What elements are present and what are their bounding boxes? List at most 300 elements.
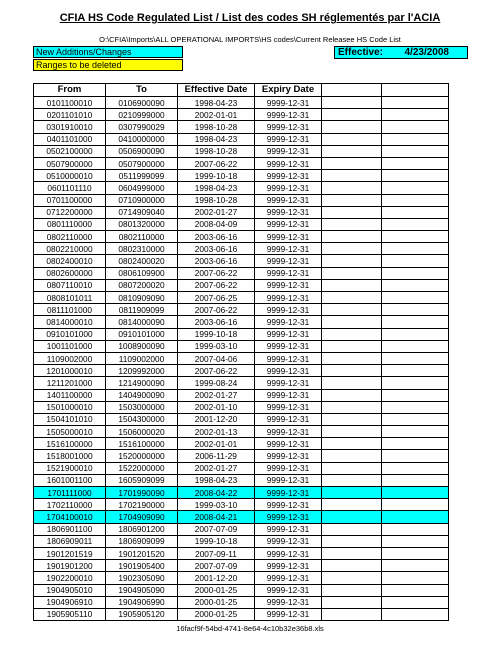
empty-cell — [322, 157, 382, 169]
to-cell: 0714909040 — [106, 206, 178, 218]
empty-cell — [322, 426, 382, 438]
table-body — [34, 97, 449, 621]
empty-cell — [322, 535, 382, 547]
effective-date-cell: 1999-10-18 — [178, 328, 255, 340]
table-row — [34, 194, 449, 206]
to-cell: 1109002000 — [106, 352, 178, 364]
empty-cell — [382, 450, 449, 462]
empty-cell — [322, 499, 382, 511]
table-row — [34, 304, 449, 316]
file-path: O:\CFIA\Imports\ALL OPERATIONAL IMPORTS\HS codes\Current Releasee HS Code List — [99, 35, 401, 44]
from-cell: 1902200010 — [34, 572, 106, 584]
empty-cell — [322, 352, 382, 364]
effective-date-cell: 2007-06-22 — [178, 157, 255, 169]
empty-cell — [382, 194, 449, 206]
from-cell: 0808101011 — [34, 292, 106, 304]
header-from: From — [34, 84, 106, 97]
from-cell: 0802210000 — [34, 243, 106, 255]
to-cell: 0106900090 — [106, 97, 178, 109]
empty-cell — [322, 462, 382, 474]
expiry-date-cell: 9999-12-31 — [255, 279, 322, 291]
from-cell: 0802600000 — [34, 267, 106, 279]
expiry-date-cell: 9999-12-31 — [255, 182, 322, 194]
expiry-date-cell: 9999-12-31 — [255, 145, 322, 157]
from-cell: 1001101000 — [34, 340, 106, 352]
legend-ranges-deleted: Ranges to be deleted — [33, 59, 183, 71]
from-cell: 0510000010 — [34, 170, 106, 182]
expiry-date-cell: 9999-12-31 — [255, 487, 322, 499]
expiry-date-cell: 9999-12-31 — [255, 133, 322, 145]
empty-cell — [322, 316, 382, 328]
from-cell: 1601001100 — [34, 474, 106, 486]
from-cell: 1521900010 — [34, 462, 106, 474]
to-cell: 1214900090 — [106, 377, 178, 389]
empty-cell — [382, 511, 449, 523]
expiry-date-cell: 9999-12-31 — [255, 218, 322, 230]
to-cell: 1905905120 — [106, 608, 178, 620]
from-cell: 0802400010 — [34, 255, 106, 267]
effective-date-cell: 2003-06-16 — [178, 316, 255, 328]
table-row — [34, 352, 449, 364]
table-row — [34, 450, 449, 462]
empty-cell — [322, 560, 382, 572]
expiry-date-cell: 9999-12-31 — [255, 352, 322, 364]
table-row — [34, 109, 449, 121]
empty-cell — [322, 121, 382, 133]
empty-cell — [382, 121, 449, 133]
table-row — [34, 182, 449, 194]
table-row — [34, 292, 449, 304]
to-cell: 0811909099 — [106, 304, 178, 316]
to-cell: 1506000020 — [106, 426, 178, 438]
from-cell: 1109002000 — [34, 352, 106, 364]
to-cell: 0507900000 — [106, 157, 178, 169]
effective-date-cell: 2003-06-16 — [178, 255, 255, 267]
table-row — [34, 316, 449, 328]
expiry-date-cell: 9999-12-31 — [255, 243, 322, 255]
header-to: To — [106, 84, 178, 97]
empty-cell — [322, 218, 382, 230]
from-cell: 1905905110 — [34, 608, 106, 620]
expiry-date-cell: 9999-12-31 — [255, 109, 322, 121]
table-header-row — [34, 84, 449, 97]
from-cell: 1516100000 — [34, 438, 106, 450]
expiry-date-cell: 9999-12-31 — [255, 535, 322, 547]
expiry-date-cell: 9999-12-31 — [255, 97, 322, 109]
expiry-date-cell: 9999-12-31 — [255, 231, 322, 243]
empty-cell — [322, 243, 382, 255]
table-row — [34, 145, 449, 157]
table-row — [34, 170, 449, 182]
from-cell: 1702110000 — [34, 499, 106, 511]
to-cell: 1806909099 — [106, 535, 178, 547]
table-row — [34, 401, 449, 413]
table-row — [34, 462, 449, 474]
empty-cell — [322, 523, 382, 535]
expiry-date-cell: 9999-12-31 — [255, 413, 322, 425]
to-cell: 0210999000 — [106, 109, 178, 121]
table-row — [34, 572, 449, 584]
effective-date-cell: 2000-01-25 — [178, 608, 255, 620]
empty-cell — [382, 560, 449, 572]
from-cell: 0502100000 — [34, 145, 106, 157]
empty-cell — [382, 157, 449, 169]
to-cell: 0307990029 — [106, 121, 178, 133]
to-cell: 1503000000 — [106, 401, 178, 413]
to-cell: 1404900090 — [106, 389, 178, 401]
empty-cell — [382, 523, 449, 535]
empty-cell — [382, 596, 449, 608]
to-cell: 0710900000 — [106, 194, 178, 206]
effective-date-cell: 2003-06-16 — [178, 243, 255, 255]
to-cell: 1901905400 — [106, 560, 178, 572]
header-empty-2 — [382, 84, 449, 97]
effective-date-cell: 2000-01-25 — [178, 596, 255, 608]
table-row — [34, 438, 449, 450]
to-cell: 0806109900 — [106, 267, 178, 279]
empty-cell — [322, 474, 382, 486]
to-cell: 1522000000 — [106, 462, 178, 474]
expiry-date-cell: 9999-12-31 — [255, 206, 322, 218]
table-row — [34, 279, 449, 291]
empty-cell — [382, 182, 449, 194]
effective-date-cell: 1998-10-28 — [178, 194, 255, 206]
empty-cell — [382, 352, 449, 364]
effective-label: Effective: — [338, 47, 384, 58]
empty-cell — [382, 340, 449, 352]
from-cell: 1701111000 — [34, 487, 106, 499]
empty-cell — [382, 413, 449, 425]
table-row — [34, 365, 449, 377]
effective-date-cell: 2006-11-29 — [178, 450, 255, 462]
empty-cell — [322, 487, 382, 499]
expiry-date-cell: 9999-12-31 — [255, 474, 322, 486]
legend-new-additions: New Additions/Changes — [33, 46, 183, 58]
empty-cell — [322, 304, 382, 316]
expiry-date-cell: 9999-12-31 — [255, 584, 322, 596]
empty-cell — [322, 389, 382, 401]
to-cell: 1504300000 — [106, 413, 178, 425]
expiry-date-cell: 9999-12-31 — [255, 596, 322, 608]
empty-cell — [382, 304, 449, 316]
effective-date-cell: 2007-06-22 — [178, 365, 255, 377]
expiry-date-cell: 9999-12-31 — [255, 426, 322, 438]
footer-filename: 16facf9f-54bd-4741-8e64-4c10b32e36b8.xls — [176, 624, 324, 633]
from-cell: 0601101110 — [34, 182, 106, 194]
empty-cell — [382, 474, 449, 486]
from-cell: 1901901200 — [34, 560, 106, 572]
table-row — [34, 499, 449, 511]
empty-cell — [382, 572, 449, 584]
empty-cell — [322, 438, 382, 450]
effective-date-cell: 2008-04-09 — [178, 218, 255, 230]
from-cell: 1201000010 — [34, 365, 106, 377]
to-cell: 1702190000 — [106, 499, 178, 511]
expiry-date-cell: 9999-12-31 — [255, 304, 322, 316]
expiry-date-cell: 9999-12-31 — [255, 340, 322, 352]
empty-cell — [322, 279, 382, 291]
table-row — [34, 474, 449, 486]
to-cell: 0511999099 — [106, 170, 178, 182]
empty-cell — [322, 109, 382, 121]
header-empty-1 — [322, 84, 382, 97]
from-cell: 1401100000 — [34, 389, 106, 401]
table-row — [34, 535, 449, 547]
table-row — [34, 584, 449, 596]
table-row — [34, 231, 449, 243]
from-cell: 0507900000 — [34, 157, 106, 169]
table-row — [34, 340, 449, 352]
from-cell: 1806901100 — [34, 523, 106, 535]
empty-cell — [322, 365, 382, 377]
expiry-date-cell: 9999-12-31 — [255, 560, 322, 572]
table-row — [34, 511, 449, 523]
effective-date-cell: 2007-06-25 — [178, 292, 255, 304]
empty-cell — [322, 584, 382, 596]
effective-date-cell: 2002-01-01 — [178, 438, 255, 450]
empty-cell — [322, 182, 382, 194]
from-cell: 0807110010 — [34, 279, 106, 291]
empty-cell — [322, 231, 382, 243]
to-cell: 0814000090 — [106, 316, 178, 328]
table-row — [34, 243, 449, 255]
to-cell: 0410000000 — [106, 133, 178, 145]
empty-cell — [382, 499, 449, 511]
empty-cell — [382, 109, 449, 121]
to-cell: 1516100000 — [106, 438, 178, 450]
from-cell: 1211201000 — [34, 377, 106, 389]
empty-cell — [322, 413, 382, 425]
empty-cell — [322, 206, 382, 218]
to-cell: 0506900090 — [106, 145, 178, 157]
effective-date-cell: 2002-01-27 — [178, 389, 255, 401]
to-cell: 1806901200 — [106, 523, 178, 535]
effective-date-cell: 2002-01-27 — [178, 462, 255, 474]
to-cell: 1904905090 — [106, 584, 178, 596]
expiry-date-cell: 9999-12-31 — [255, 511, 322, 523]
from-cell: 0712200000 — [34, 206, 106, 218]
expiry-date-cell: 9999-12-31 — [255, 462, 322, 474]
effective-date-cell: 1999-10-18 — [178, 170, 255, 182]
expiry-date-cell: 9999-12-31 — [255, 194, 322, 206]
to-cell: 1605909099 — [106, 474, 178, 486]
to-cell: 1704909090 — [106, 511, 178, 523]
effective-box — [334, 46, 468, 59]
effective-date-cell: 2001-12-20 — [178, 572, 255, 584]
expiry-date-cell: 9999-12-31 — [255, 316, 322, 328]
from-cell: 1901201519 — [34, 547, 106, 559]
effective-date-cell: 2007-07-09 — [178, 560, 255, 572]
empty-cell — [322, 547, 382, 559]
empty-cell — [382, 267, 449, 279]
expiry-date-cell: 9999-12-31 — [255, 121, 322, 133]
expiry-date-cell: 9999-12-31 — [255, 547, 322, 559]
effective-date-cell: 2000-01-25 — [178, 584, 255, 596]
expiry-date-cell: 9999-12-31 — [255, 157, 322, 169]
empty-cell — [382, 584, 449, 596]
empty-cell — [382, 377, 449, 389]
expiry-date-cell: 9999-12-31 — [255, 572, 322, 584]
effective-date-cell: 2001-12-20 — [178, 413, 255, 425]
from-cell: 0101100010 — [34, 97, 106, 109]
table-row — [34, 377, 449, 389]
effective-date-cell: 2007-09-11 — [178, 547, 255, 559]
empty-cell — [382, 292, 449, 304]
expiry-date-cell: 9999-12-31 — [255, 438, 322, 450]
to-cell: 1209992000 — [106, 365, 178, 377]
effective-date-cell: 2007-06-22 — [178, 279, 255, 291]
empty-cell — [382, 243, 449, 255]
from-cell: 0802110000 — [34, 231, 106, 243]
table-row — [34, 547, 449, 559]
empty-cell — [322, 572, 382, 584]
header-effective-date: Effective Date — [178, 84, 255, 97]
to-cell: 1904906990 — [106, 596, 178, 608]
hs-code-table — [33, 83, 449, 621]
empty-cell — [382, 401, 449, 413]
expiry-date-cell: 9999-12-31 — [255, 608, 322, 620]
empty-cell — [322, 133, 382, 145]
to-cell: 0910101000 — [106, 328, 178, 340]
expiry-date-cell: 9999-12-31 — [255, 523, 322, 535]
empty-cell — [382, 365, 449, 377]
header-expiry-date: Expiry Date — [255, 84, 322, 97]
expiry-date-cell: 9999-12-31 — [255, 328, 322, 340]
effective-date-cell: 2007-06-22 — [178, 304, 255, 316]
expiry-date-cell: 9999-12-31 — [255, 450, 322, 462]
table-row — [34, 426, 449, 438]
effective-date-cell: 2002-01-10 — [178, 401, 255, 413]
from-cell: 1806909011 — [34, 535, 106, 547]
effective-date-cell: 1999-03-10 — [178, 499, 255, 511]
document-title: CFIA HS Code Regulated List / List des codes SH réglementés par l'ACIA — [59, 12, 441, 24]
table-row — [34, 413, 449, 425]
effective-date-cell: 2008-04-21 — [178, 511, 255, 523]
table-row — [34, 206, 449, 218]
expiry-date-cell: 9999-12-31 — [255, 267, 322, 279]
from-cell: 0201101010 — [34, 109, 106, 121]
empty-cell — [382, 426, 449, 438]
table-row — [34, 389, 449, 401]
empty-cell — [322, 596, 382, 608]
expiry-date-cell: 9999-12-31 — [255, 255, 322, 267]
effective-date-cell: 1999-10-18 — [178, 535, 255, 547]
empty-cell — [322, 340, 382, 352]
effective-date-cell: 2007-04-06 — [178, 352, 255, 364]
empty-cell — [322, 377, 382, 389]
empty-cell — [382, 389, 449, 401]
expiry-date-cell: 9999-12-31 — [255, 365, 322, 377]
effective-date-cell: 2002-01-01 — [178, 109, 255, 121]
expiry-date-cell: 9999-12-31 — [255, 389, 322, 401]
expiry-date-cell: 9999-12-31 — [255, 499, 322, 511]
effective-date-cell: 1998-04-23 — [178, 182, 255, 194]
empty-cell — [322, 194, 382, 206]
to-cell: 0604999000 — [106, 182, 178, 194]
effective-date-cell: 1999-08-24 — [178, 377, 255, 389]
effective-date: 4/23/2008 — [404, 47, 449, 58]
empty-cell — [322, 511, 382, 523]
empty-cell — [322, 97, 382, 109]
empty-cell — [382, 255, 449, 267]
to-cell: 0802110000 — [106, 231, 178, 243]
from-cell: 0814000010 — [34, 316, 106, 328]
table-row — [34, 133, 449, 145]
empty-cell — [382, 218, 449, 230]
from-cell: 1704100010 — [34, 511, 106, 523]
empty-cell — [322, 145, 382, 157]
empty-cell — [382, 97, 449, 109]
to-cell: 1701990090 — [106, 487, 178, 499]
empty-cell — [322, 608, 382, 620]
table-row — [34, 157, 449, 169]
effective-date-cell: 2002-01-13 — [178, 426, 255, 438]
empty-cell — [382, 231, 449, 243]
empty-cell — [382, 279, 449, 291]
table-row — [34, 328, 449, 340]
to-cell: 1902305090 — [106, 572, 178, 584]
table-row — [34, 255, 449, 267]
from-cell: 0811101000 — [34, 304, 106, 316]
empty-cell — [322, 401, 382, 413]
table-row — [34, 596, 449, 608]
table-row — [34, 487, 449, 499]
empty-cell — [382, 145, 449, 157]
from-cell: 1504101010 — [34, 413, 106, 425]
effective-date-cell: 2007-06-22 — [178, 267, 255, 279]
effective-date-cell: 2003-06-16 — [178, 231, 255, 243]
empty-cell — [322, 170, 382, 182]
table-row — [34, 523, 449, 535]
effective-date-cell: 1998-04-23 — [178, 97, 255, 109]
empty-cell — [322, 292, 382, 304]
from-cell: 1904905010 — [34, 584, 106, 596]
table-row — [34, 608, 449, 620]
empty-cell — [382, 170, 449, 182]
effective-date-cell: 2008-04-22 — [178, 487, 255, 499]
from-cell: 1518001000 — [34, 450, 106, 462]
from-cell: 0910101000 — [34, 328, 106, 340]
effective-date-cell: 1999-03-10 — [178, 340, 255, 352]
empty-cell — [322, 255, 382, 267]
empty-cell — [382, 133, 449, 145]
to-cell: 1520000000 — [106, 450, 178, 462]
from-cell: 1904906910 — [34, 596, 106, 608]
table-row — [34, 121, 449, 133]
expiry-date-cell: 9999-12-31 — [255, 377, 322, 389]
from-cell: 1501000010 — [34, 401, 106, 413]
effective-date-cell: 1998-10-28 — [178, 145, 255, 157]
empty-cell — [382, 438, 449, 450]
to-cell: 0802310000 — [106, 243, 178, 255]
table-row — [34, 560, 449, 572]
empty-cell — [322, 328, 382, 340]
from-cell: 0301910010 — [34, 121, 106, 133]
table-row — [34, 97, 449, 109]
empty-cell — [382, 487, 449, 499]
empty-cell — [382, 316, 449, 328]
expiry-date-cell: 9999-12-31 — [255, 170, 322, 182]
empty-cell — [382, 535, 449, 547]
table-row — [34, 267, 449, 279]
effective-date-cell: 2002-01-27 — [178, 206, 255, 218]
from-cell: 0701100000 — [34, 194, 106, 206]
effective-date-cell: 1998-04-23 — [178, 474, 255, 486]
empty-cell — [382, 462, 449, 474]
to-cell: 0810909090 — [106, 292, 178, 304]
from-cell: 1505000010 — [34, 426, 106, 438]
table-row — [34, 218, 449, 230]
